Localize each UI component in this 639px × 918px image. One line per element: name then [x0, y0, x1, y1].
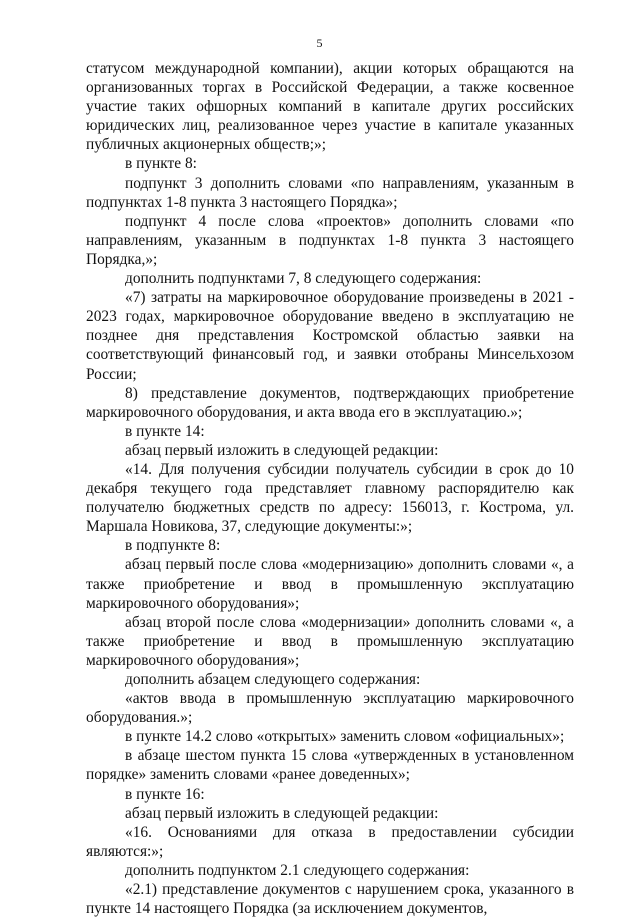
- paragraph: в абзаце шестом пункта 15 слова «утвержденных в установленном порядке» заменить словами «ранее доведенных»;: [86, 747, 574, 784]
- paragraph: в подпункте 8:: [125, 537, 221, 555]
- paragraph: в пункте 14.2 слово «открытых» заменить словом «официальных»;: [125, 728, 565, 746]
- paragraph: абзац первый после слова «модернизацию» дополнить словами «, а также приобретение и ввод в промышленную эксплуатацию маркировочного оборудования»;: [86, 556, 574, 612]
- document-body: [86, 59, 574, 918]
- paragraph: «16. Основаниями для отказа в предоставлении субсидии являются:»;: [86, 823, 574, 860]
- page-number: 5: [316, 36, 323, 50]
- paragraph: «14. Для получения субсидии получатель субсидии в срок до 10 декабря текущего года представляет главному распорядителю как получателю бюджетных средств по адресу: 156013, г. Кострома, ул. Маршала Новикова, 37, следующие документы:»;: [86, 460, 574, 536]
- paragraph: «2.1) представление документов с нарушением срока, указанного в пункте 14 настоящего Порядка (за исключением документов,: [86, 881, 574, 918]
- paragraph: подпункт 3 дополнить словами «по направлениям, указанным в подпунктах 1-8 пункта 3 настоящего Порядка»;: [86, 174, 574, 211]
- paragraph: абзац второй после слова «модернизации» дополнить словами «, а также приобретение и ввод в промышленную эксплуатацию маркировочного оборудования»;: [86, 613, 574, 669]
- paragraph: в пункте 14:: [125, 422, 205, 440]
- paragraph: 8) представление документов, подтверждающих приобретение маркировочного оборудования, и акта ввода его в эксплуатацию.»;: [86, 384, 574, 421]
- paragraph: абзац первый изложить в следующей редакции:: [125, 804, 439, 822]
- paragraph: в пункте 8:: [125, 155, 197, 173]
- paragraph: абзац первый изложить в следующей редакции:: [125, 441, 439, 459]
- paragraph: подпункт 4 после слова «проектов» дополнить словами «по направлениям, указанным в подпунктах 1-8 пункта 3 настоящего Порядка,»;: [86, 212, 574, 268]
- paragraph: «актов ввода в промышленную эксплуатацию маркировочного оборудования.»;: [86, 690, 574, 727]
- paragraph: дополнить подпунктами 7, 8 следующего содержания:: [125, 270, 482, 288]
- paragraph: дополнить абзацем следующего содержания:: [125, 671, 421, 688]
- paragraph: статусом международной компании), акции которых обращаются на организованных торгах в Российской Федерации, а также косвенное участие таких офшорных компаний в капитале других российских юридических лиц, реализованное через участие в капитале указанных публичных акционерных обществ;»;: [86, 60, 574, 154]
- paragraph: в пункте 16:: [125, 785, 205, 803]
- paragraph: дополнить подпунктом 2.1 следующего содержания:: [125, 861, 470, 879]
- paragraph: «7) затраты на маркировочное оборудование произведены в 2021 - 2023 годах, маркировочное оборудование введено в эксплуатацию не позднее дня представления Костромской областью заявки на соответствующий финансовый год, и заявки отобраны Минсельхозом России;: [86, 289, 574, 383]
